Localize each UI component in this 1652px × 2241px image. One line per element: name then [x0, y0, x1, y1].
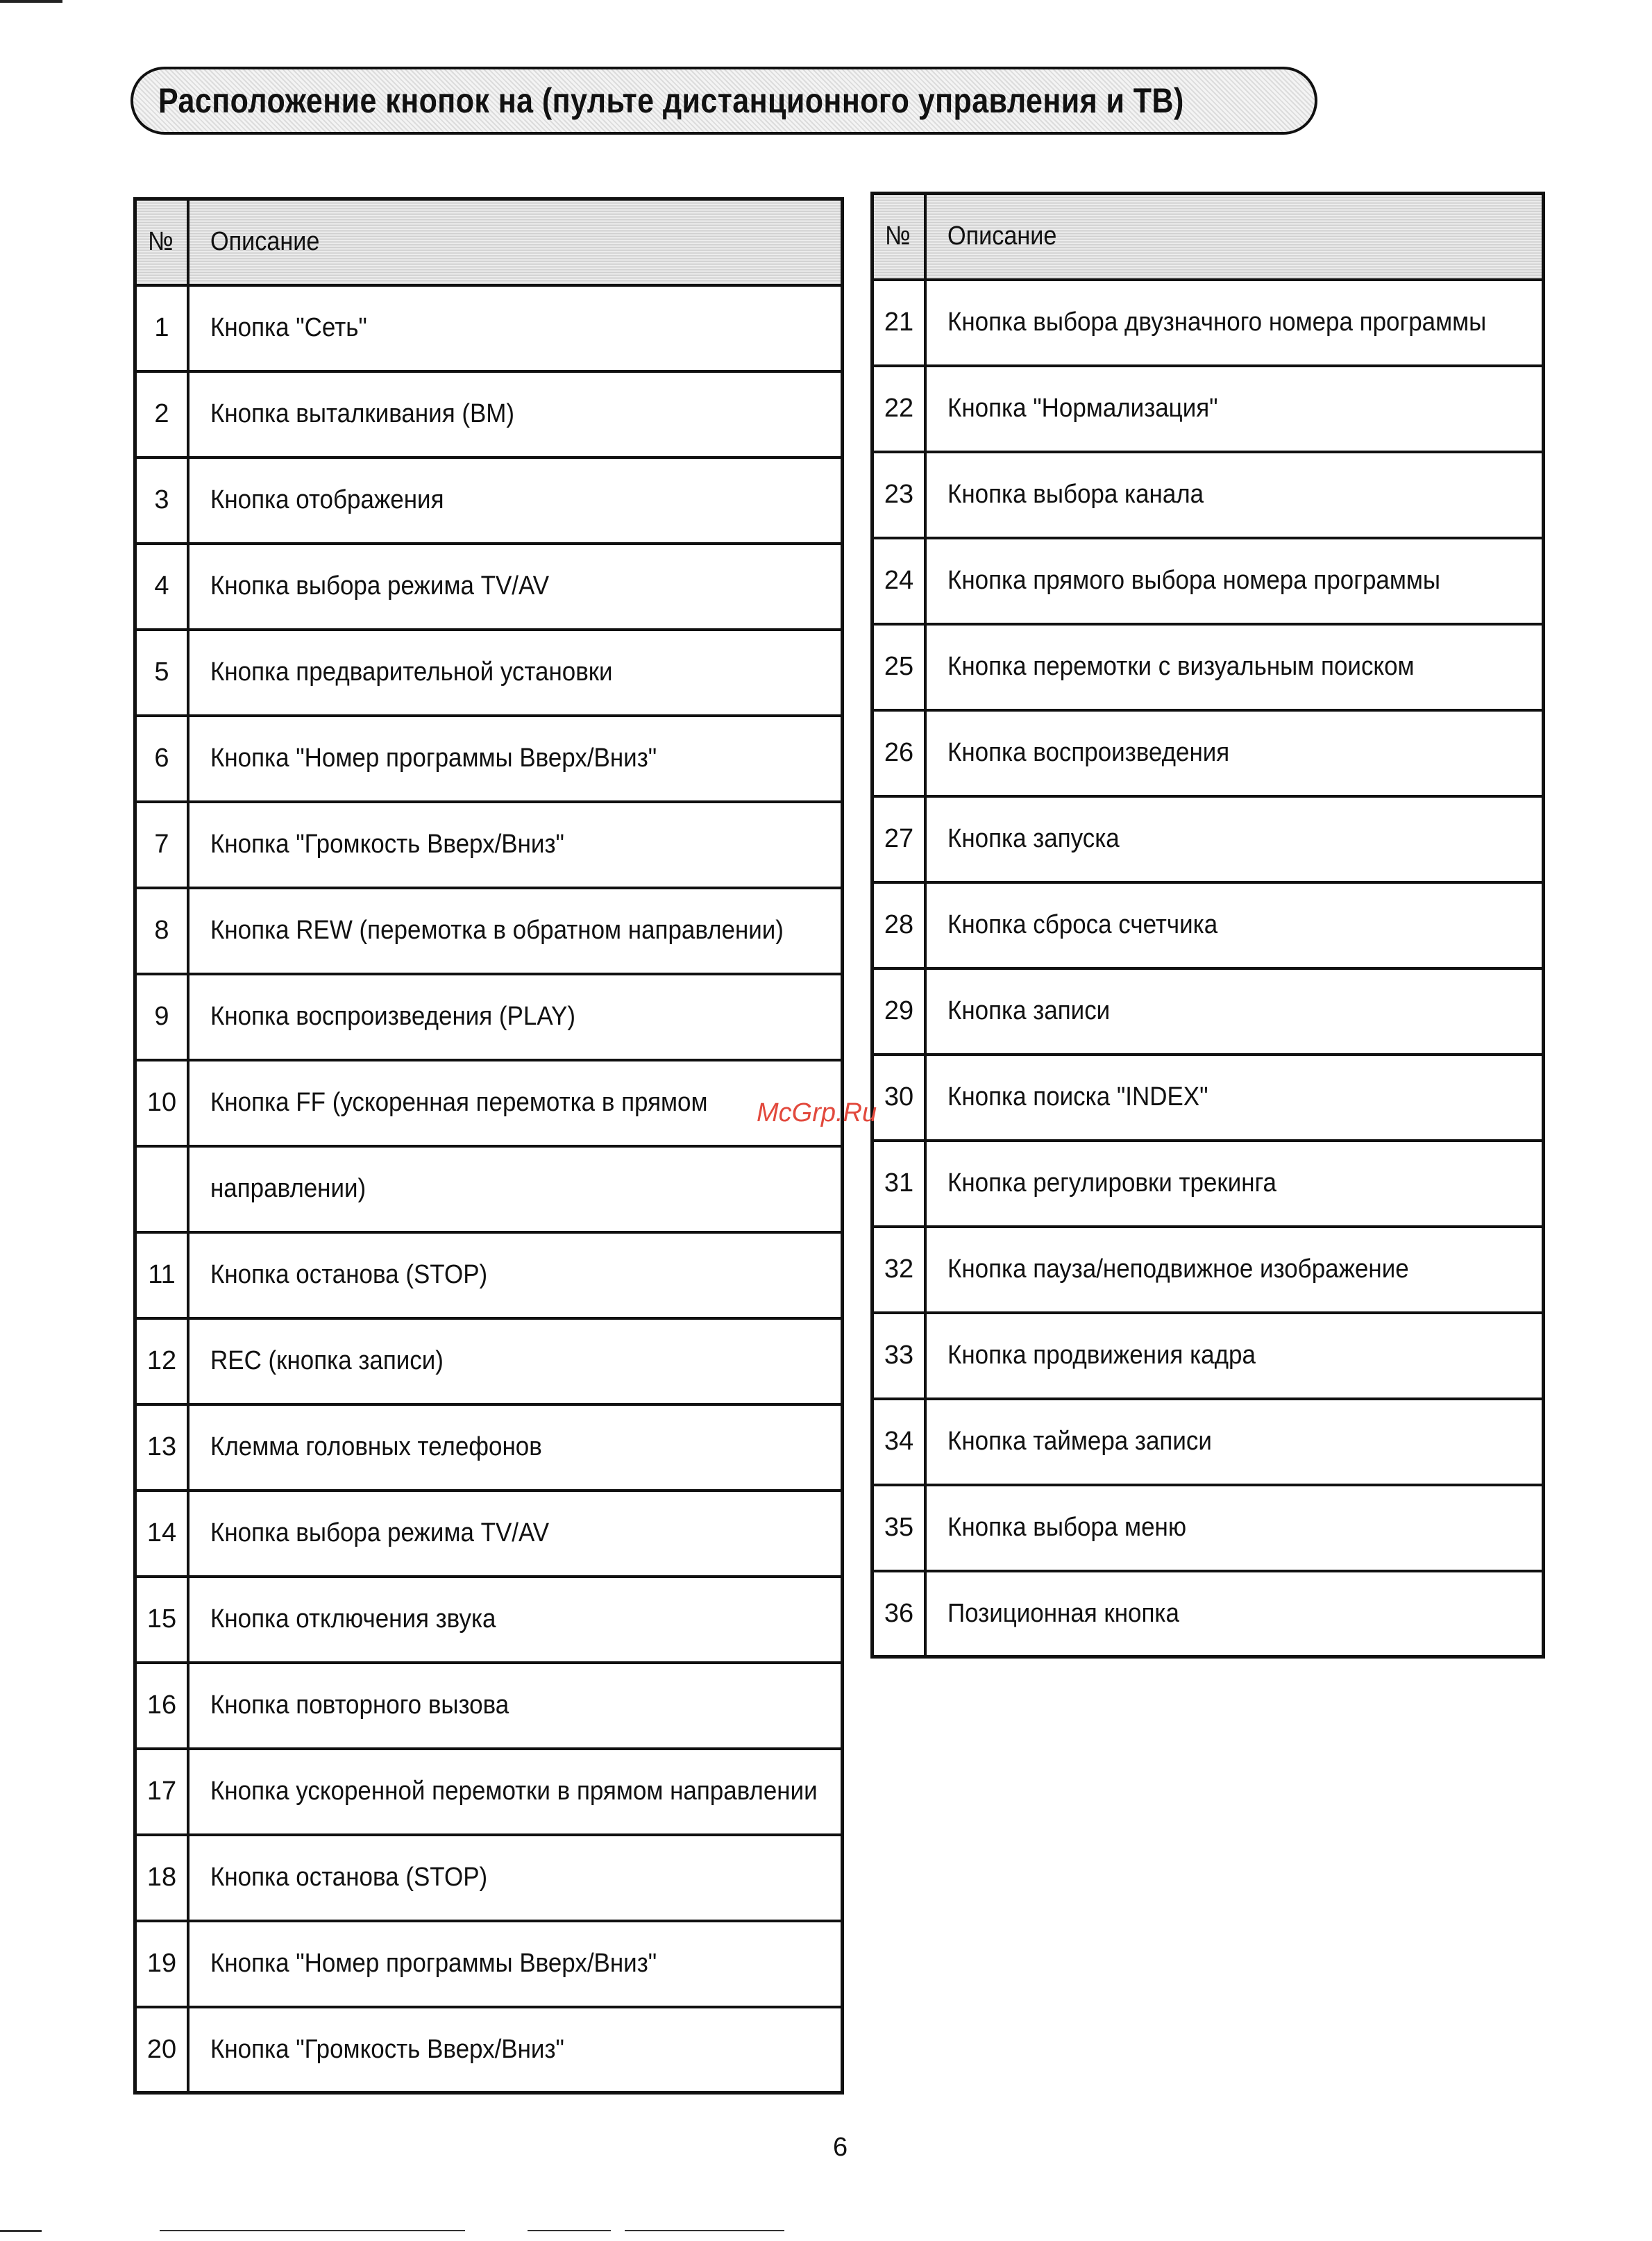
row-description: Кнопка записи — [925, 968, 1544, 1055]
table-row — [873, 538, 1544, 624]
row-number: 23 — [873, 452, 926, 538]
row-description: Кнопка отображения — [188, 458, 843, 544]
row-number: 5 — [135, 630, 189, 716]
bottom-rule-1 — [0, 2230, 42, 2232]
row-description: направлении) — [188, 1146, 843, 1232]
row-number: 20 — [135, 2007, 189, 2093]
table-row — [135, 1318, 843, 1404]
table-row — [135, 1491, 843, 1577]
row-description: Кнопка таймера записи — [925, 1399, 1544, 1485]
row-description: Кнопка воспроизведения — [925, 710, 1544, 796]
corner-mark — [0, 0, 62, 3]
row-number: 16 — [135, 1663, 189, 1749]
row-number: 28 — [873, 882, 926, 968]
table-row — [135, 285, 843, 371]
table-header-row — [135, 199, 843, 285]
table-row — [873, 366, 1544, 452]
row-description: Кнопка запуска — [925, 796, 1544, 882]
table-row — [873, 1313, 1544, 1399]
page-title: Расположение кнопок на (пульте дистанционного управления и ТВ) — [158, 81, 1184, 120]
table-row — [135, 802, 843, 888]
bottom-rule-3 — [528, 2230, 611, 2231]
table-row — [135, 716, 843, 802]
row-description: Клемма головных телефонов — [188, 1404, 843, 1491]
row-number: 18 — [135, 1835, 189, 1921]
row-description: Кнопка сброса счетчика — [925, 882, 1544, 968]
row-number: 7 — [135, 802, 189, 888]
table-row — [135, 1577, 843, 1663]
row-description: Кнопка выбора канала — [925, 452, 1544, 538]
table-row — [873, 452, 1544, 538]
parts-table-left — [133, 197, 844, 2095]
table-row — [873, 1055, 1544, 1141]
row-description: Кнопка ускоренной перемотки в прямом направлении — [188, 1749, 843, 1835]
row-description: Позиционная кнопка — [925, 1571, 1544, 1657]
table-row — [873, 796, 1544, 882]
table-header-row — [873, 194, 1544, 280]
row-number: 26 — [873, 710, 926, 796]
table-row — [873, 710, 1544, 796]
row-description: Кнопка поиска "INDEX" — [925, 1055, 1544, 1141]
row-description: Кнопка выбора режима TV/AV — [188, 544, 843, 630]
row-number: 8 — [135, 888, 189, 974]
row-number: 29 — [873, 968, 926, 1055]
row-number: 10 — [135, 1060, 189, 1146]
bottom-rule-4 — [625, 2230, 784, 2231]
row-description: REC (кнопка записи) — [188, 1318, 843, 1404]
row-description: Кнопка "Номер программы Вверх/Вниз" — [188, 716, 843, 802]
table-row — [135, 630, 843, 716]
row-number: 11 — [135, 1232, 189, 1318]
row-description: Кнопка пауза/неподвижное изображение — [925, 1227, 1544, 1313]
row-description: Кнопка "Номер программы Вверх/Вниз" — [188, 1921, 843, 2007]
table-row — [135, 371, 843, 458]
table-row — [873, 1399, 1544, 1485]
column-header-number: № — [873, 194, 926, 280]
row-description: Кнопка FF (ускоренная перемотка в прямом — [188, 1060, 843, 1146]
table-row — [873, 624, 1544, 710]
table-row — [135, 888, 843, 974]
row-description: Кнопка продвижения кадра — [925, 1313, 1544, 1399]
row-description: Кнопка REW (перемотка в обратном направлении) — [188, 888, 843, 974]
row-number: 32 — [873, 1227, 926, 1313]
row-number: 17 — [135, 1749, 189, 1835]
row-description: Кнопка отключения звука — [188, 1577, 843, 1663]
page-number: 6 — [833, 2133, 848, 2162]
table-row — [135, 1663, 843, 1749]
row-number: 27 — [873, 796, 926, 882]
table-row — [135, 1146, 843, 1232]
row-number: 9 — [135, 974, 189, 1060]
row-description: Кнопка повторного вызова — [188, 1663, 843, 1749]
table-row — [135, 1835, 843, 1921]
title-box — [130, 67, 1317, 135]
row-number: 13 — [135, 1404, 189, 1491]
table-row — [873, 1485, 1544, 1571]
row-description: Кнопка выбора двузначного номера программы — [925, 280, 1544, 366]
row-number: 21 — [873, 280, 926, 366]
row-description: Кнопка прямого выбора номера программы — [925, 538, 1544, 624]
parts-table-right — [870, 192, 1545, 1659]
row-number: 19 — [135, 1921, 189, 2007]
row-description: Кнопка регулировки трекинга — [925, 1141, 1544, 1227]
row-description: Кнопка "Громкость Вверх/Вниз" — [188, 802, 843, 888]
table-row — [135, 1921, 843, 2007]
row-number: 25 — [873, 624, 926, 710]
row-number: 15 — [135, 1577, 189, 1663]
table-row — [135, 1232, 843, 1318]
row-description: Кнопка "Нормализация" — [925, 366, 1544, 452]
row-description: Кнопка выбора режима TV/AV — [188, 1491, 843, 1577]
table-row — [135, 1060, 843, 1146]
table-row — [873, 1571, 1544, 1657]
table-row — [135, 974, 843, 1060]
row-number: 6 — [135, 716, 189, 802]
row-number — [135, 1146, 189, 1232]
table-row — [873, 968, 1544, 1055]
table-row — [135, 458, 843, 544]
column-header-description: Описание — [188, 199, 843, 285]
table-row — [135, 1404, 843, 1491]
row-description: Кнопка выталкивания (ВМ) — [188, 371, 843, 458]
row-number: 2 — [135, 371, 189, 458]
row-number: 31 — [873, 1141, 926, 1227]
row-description: Кнопка останова (STOP) — [188, 1835, 843, 1921]
row-number: 14 — [135, 1491, 189, 1577]
table-row — [873, 882, 1544, 968]
row-description: Кнопка воспроизведения (PLAY) — [188, 974, 843, 1060]
watermark: McGrp.Ru — [757, 1098, 877, 1127]
row-number: 35 — [873, 1485, 926, 1571]
table-row — [135, 2007, 843, 2093]
row-description: Кнопка предварительной установки — [188, 630, 843, 716]
row-number: 3 — [135, 458, 189, 544]
row-number: 34 — [873, 1399, 926, 1485]
row-description: Кнопка останова (STOP) — [188, 1232, 843, 1318]
row-number: 36 — [873, 1571, 926, 1657]
row-description: Кнопка перемотки с визуальным поиском — [925, 624, 1544, 710]
row-number: 12 — [135, 1318, 189, 1404]
bottom-rule-2 — [160, 2230, 465, 2231]
row-number: 33 — [873, 1313, 926, 1399]
row-number: 22 — [873, 366, 926, 452]
row-number: 30 — [873, 1055, 926, 1141]
table-row — [135, 544, 843, 630]
row-number: 1 — [135, 285, 189, 371]
column-header-description: Описание — [925, 194, 1544, 280]
row-description: Кнопка "Громкость Вверх/Вниз" — [188, 2007, 843, 2093]
table-row — [873, 1227, 1544, 1313]
row-number: 4 — [135, 544, 189, 630]
row-description: Кнопка "Сеть" — [188, 285, 843, 371]
table-row — [873, 1141, 1544, 1227]
table-row — [873, 280, 1544, 366]
column-header-number: № — [135, 199, 189, 285]
row-number: 24 — [873, 538, 926, 624]
row-description: Кнопка выбора меню — [925, 1485, 1544, 1571]
table-row — [135, 1749, 843, 1835]
